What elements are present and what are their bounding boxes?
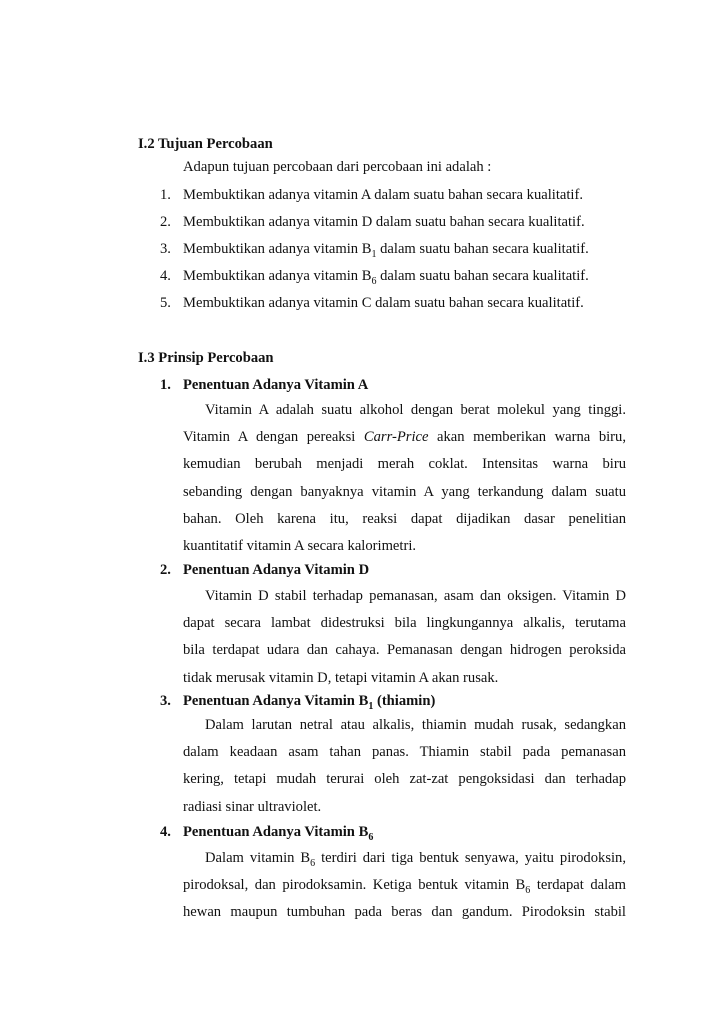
subsection-title-vitamin-a: Penentuan Adanya Vitamin A	[183, 377, 369, 393]
list-text: Membuktikan adanya vitamin $B_1$ dalam suatu bahan secara kualitatif.	[183, 241, 589, 260]
subsection-number: 1.	[160, 377, 171, 393]
list-text: Membuktikan adanya vitamin $B_6$ dalam suatu bahan secara kualitatif.	[183, 268, 589, 287]
list-text: Membuktikan adanya vitamin D dalam suatu bahan secara kualitatif.	[183, 214, 585, 230]
subsection-number: 2.	[160, 562, 171, 578]
subsection-number: 3.	[160, 693, 171, 709]
list-item	[160, 295, 584, 312]
list-number: 1.	[160, 187, 171, 203]
section-heading-prinsip: I.3 Prinsip Percobaan	[138, 350, 274, 366]
list-text: Membuktikan adanya vitamin A dalam suatu bahan secara kualitatif.	[183, 187, 583, 203]
intro-text: Adapun tujuan percobaan dari percobaan ini adalah :	[183, 159, 492, 175]
list-item	[160, 268, 589, 287]
list-number: 2.	[160, 214, 171, 230]
list-item	[160, 214, 585, 231]
subsection-title-vitamin-b6: Penentuan Adanya Vitamin $B_6$	[183, 824, 374, 843]
subsection-title-vitamin-b1: Penentuan Adanya Vitamin $B_1$ (thiamin)	[183, 693, 436, 712]
paragraph-vitamin-b6: Dalam vitamin $B_6$ terdiri dari tiga bentuk senyawa, yaitu pirodoksin, pirodoksal, dan pirodoksamin. Ketiga bentuk vitamin $B_6$ terdapat dalam hewan maupun tumbuhan pada beras dan gandum. Pirodoksin stabil	[183, 850, 626, 921]
list-text: Membuktikan adanya vitamin C dalam suatu bahan secara kualitatif.	[183, 295, 584, 311]
subsection-title-vitamin-d: Penentuan Adanya Vitamin D	[183, 562, 370, 578]
list-number: 5.	[160, 295, 171, 311]
list-item	[160, 187, 583, 204]
paragraph-vitamin-b1: Dalam larutan netral atau alkalis, thiamin mudah rusak, sedangkan dalam keadaan asam tahan panas. Thiamin stabil pada pemanasan kering, tetapi mudah terurai oleh zat-zat pengoksidasi dan terhadap radiasi sinar ultraviolet.	[183, 717, 626, 815]
list-number: 4.	[160, 268, 171, 284]
list-item	[160, 241, 589, 260]
paragraph-vitamin-d: Vitamin D stabil terhadap pemanasan, asam dan oksigen. Vitamin D dapat secara lambat didestruksi bila lingkungannya alkalis, terutama bila terdapat udara dan cahaya. Pemanasan dengan hidrogen peroksida tidak merusak vitamin D, tetapi vitamin A akan rusak.	[183, 588, 626, 686]
paragraph-vitamin-a: Vitamin A adalah suatu alkohol dengan berat molekul yang tinggi. Vitamin A dengan pereaksi Carr-Price akan memberikan warna biru, kemudian berubah menjadi merah coklat. Intensitas warna biru sebanding dengan banyaknya vitamin A yang terkandung dalam suatu bahan. Oleh karena itu, reaksi dapat dijadikan dasar penelitian kuantitatif vitamin A secara kalorimetri.	[183, 402, 626, 554]
section-heading-tujuan: I.2 Tujuan Percobaan	[138, 136, 273, 152]
list-number: 3.	[160, 241, 171, 257]
subsection-number: 4.	[160, 824, 171, 840]
